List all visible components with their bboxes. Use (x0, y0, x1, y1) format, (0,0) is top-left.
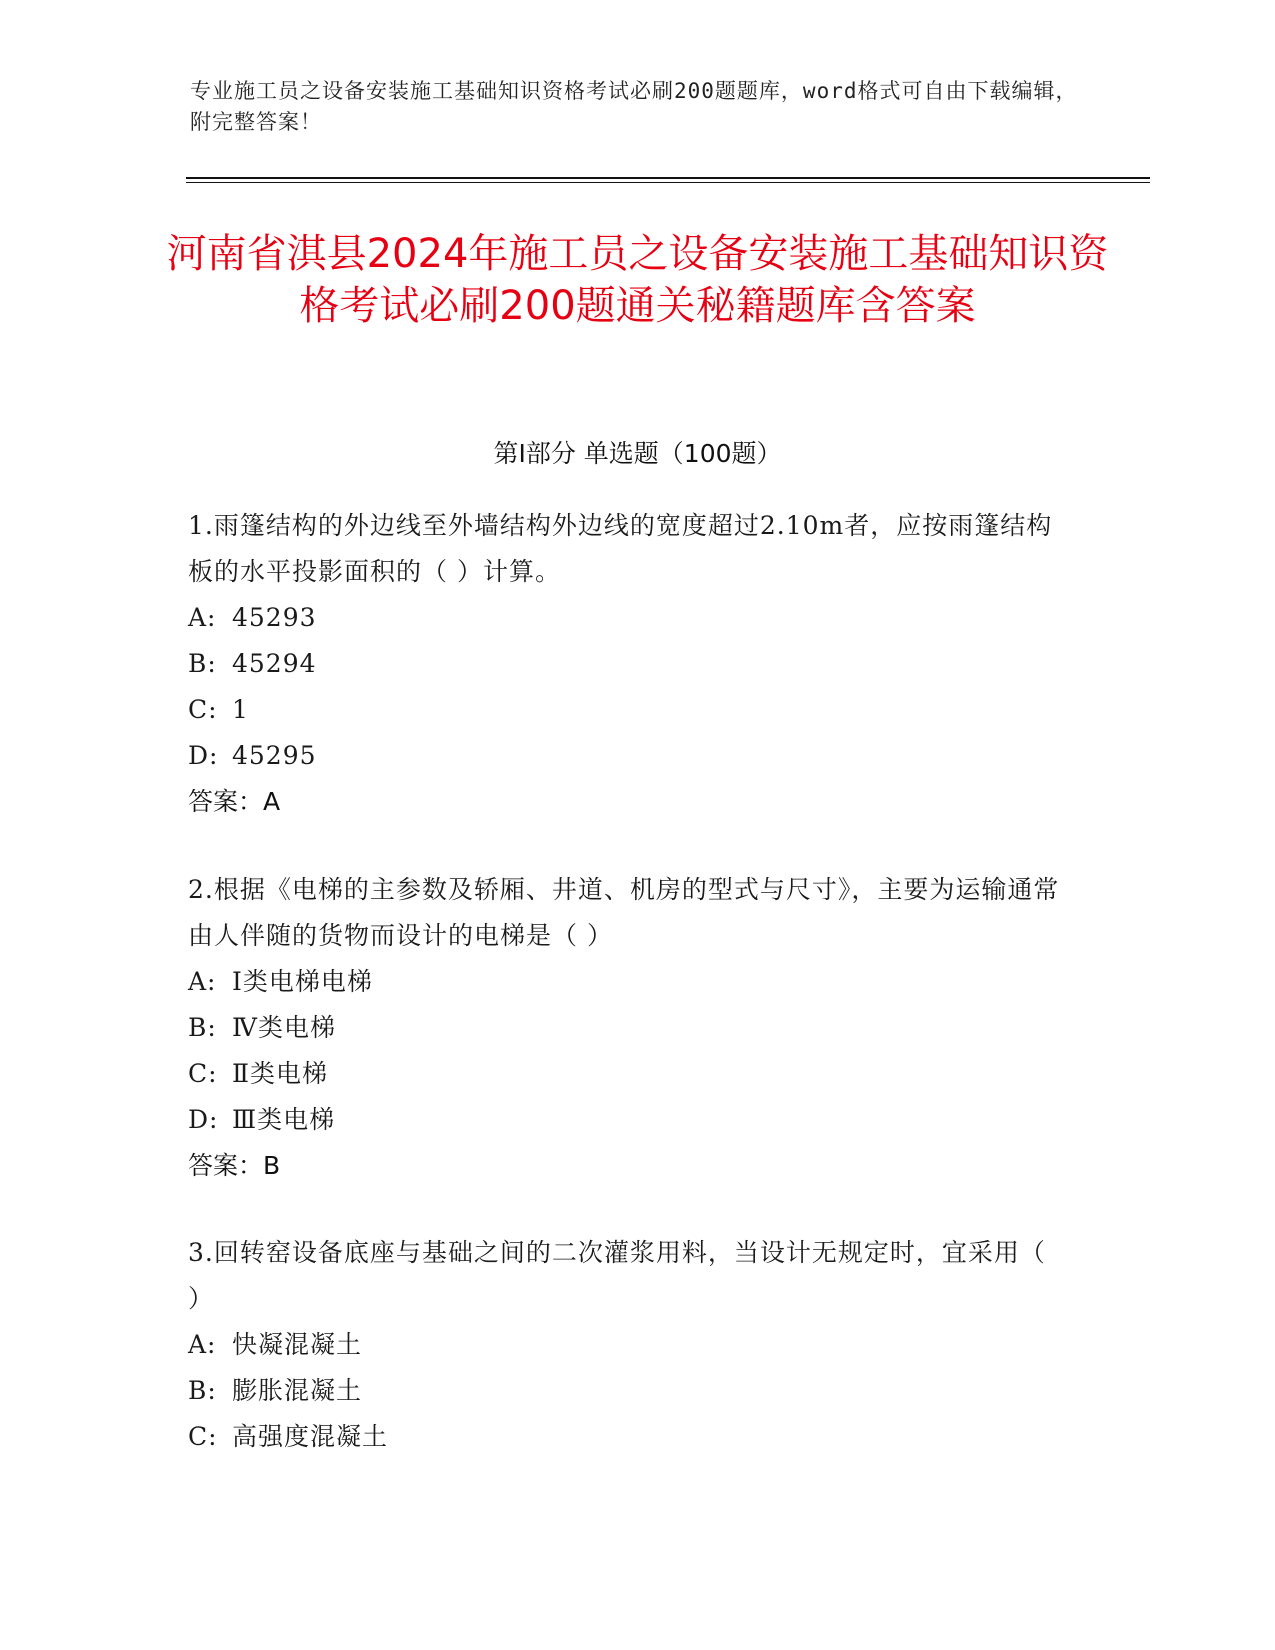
question-stem: 1.雨篷结构的外边线至外墙结构外边线的宽度超过2.10m者，应按雨篷结构板的水平投影面积的（ ）计算。 (188, 511, 1053, 586)
option-c (188, 1414, 1068, 1460)
option-key: A: (188, 603, 217, 632)
option-text: Ⅱ类电梯 (232, 1059, 328, 1088)
option-key: D: (188, 741, 219, 770)
question-3 (188, 1230, 1068, 1460)
option-b (188, 641, 1068, 687)
option-key: A: (188, 1330, 217, 1359)
option-key: B: (188, 1013, 217, 1042)
option-text: Ⅳ类电梯 (232, 1013, 336, 1042)
header-divider-thick (186, 177, 1150, 179)
option-text: 高强度混凝土 (232, 1422, 389, 1451)
option-text: 膨胀混凝土 (232, 1376, 363, 1405)
option-text: Ⅲ类电梯 (232, 1105, 336, 1134)
header-note: 专业施工员之设备安装施工基础知识资格考试必刷200题题库，word格式可自由下载编辑，附完整答案！ (190, 79, 1078, 134)
option-text: 快凝混凝土 (232, 1330, 363, 1359)
option-a (188, 595, 1068, 641)
option-b (188, 1368, 1068, 1414)
option-a (188, 1322, 1068, 1368)
option-text: 45293 (232, 603, 317, 632)
option-b (188, 1005, 1068, 1051)
answer-line: 答案：A (188, 787, 281, 816)
option-key: A: (188, 967, 217, 996)
option-key: C: (188, 1422, 218, 1451)
option-a (188, 959, 1068, 1005)
option-text: 45295 (232, 741, 317, 770)
option-d (188, 733, 1068, 779)
option-key: C: (188, 1059, 218, 1088)
option-text: 1 (232, 695, 249, 724)
option-text: 45294 (232, 649, 317, 678)
question-stem: 2.根据《电梯的主参数及轿厢、井道、机房的型式与尺寸》，主要为运输通常由人伴随的货物而设计的电梯是（ ） (188, 875, 1060, 950)
option-text: Ⅰ类电梯电梯 (232, 967, 373, 996)
answer-line: 答案：B (188, 1151, 281, 1180)
header-divider-thin (186, 182, 1150, 183)
option-key: D: (188, 1105, 219, 1134)
option-c (188, 1051, 1068, 1097)
question-stem: 3.回转窑设备底座与基础之间的二次灌浆用料，当设计无规定时，宜采用（ ） (188, 1238, 1046, 1313)
question-2 (188, 867, 1068, 1189)
option-key: B: (188, 649, 217, 678)
option-d (188, 1097, 1068, 1143)
option-c (188, 687, 1068, 733)
section-title: 第Ⅰ部分 单选题（100题） (493, 439, 782, 468)
option-key: B: (188, 1376, 217, 1405)
question-1 (188, 503, 1068, 825)
document-title: 河南省淇县2024年施工员之设备安装施工基础知识资格考试必刷200题通关秘籍题库含答案 (166, 231, 1109, 329)
option-key: C: (188, 695, 218, 724)
